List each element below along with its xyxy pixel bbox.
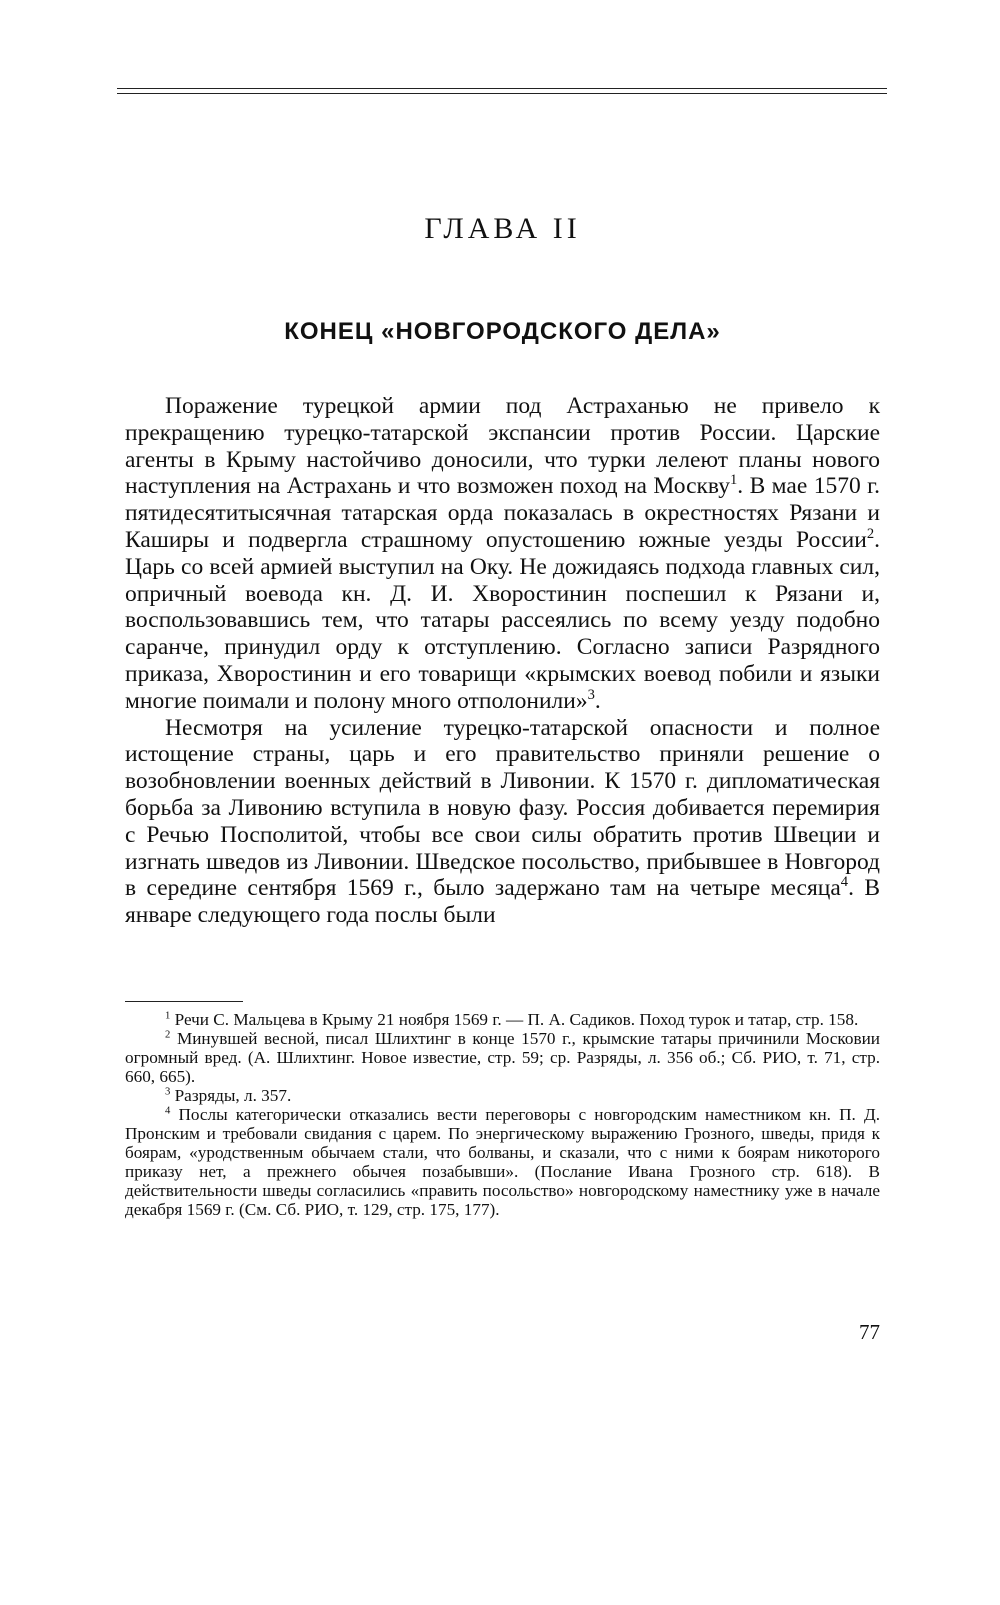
footnote — [125, 1010, 880, 1029]
paragraph — [125, 715, 880, 929]
footnote-text: Разряды, л. 357. — [170, 1086, 292, 1105]
chapter-title: КОНЕЦ «НОВГОРОДСКОГО ДЕЛА» — [284, 318, 721, 345]
footnote-marker: 3 — [165, 1086, 171, 1098]
footnote-marker: 2 — [165, 1029, 171, 1041]
text-run: . В мае 1570 г. пятидесятитысячная татарская орда показалась в окрестностях Рязани и Каширы и подвергла страшному опустошению южные уезды России — [125, 473, 880, 553]
footnote-ref: 4 — [840, 874, 849, 891]
text-run: Несмотря на усиление турецко-татарской опасности и полное истощение страны, царь и его правительство приняли решение о возобновлении военных действий в Ливонии. К 1570 г. дипломатическая борьба за Ливонию вступила в новую фазу. Россия добивается перемирия с Речью Посполитой, чтобы все свои силы обратить против Швеции и изгнать шведов из Ливонии. Шведское посольство, прибывшее в Новгород в середине сентября 1569 г., было задержано там на четыре месяца — [125, 714, 880, 902]
footnote-text: Речи С. Мальцева в Крыму 21 ноября 1569 г. — П. А. Садиков. Поход турок и татар, стр. 158. — [170, 1010, 859, 1029]
footnote-marker: 1 — [165, 1010, 171, 1022]
footnote-ref: 3 — [587, 686, 595, 703]
body-text — [125, 393, 880, 929]
footnote-text: Послы категорически отказались вести переговоры с новгородским наместником кн. П. Д. Пронским и требовали свидания с царем. По энергическому выражению Грозного, шведы, придя к боярам, «уродственным обычаем стали, что болваны, и сказали, что с ними к боярам никоторого приказу нет, а прежнего обычея позабывши». (Послание Ивана Грозного стр. 618). В действительности шведы согласились «править посольство» новгородскому наместнику уже в начале декабря 1569 г. (См. Сб. РИО, т. 129, стр. 175, 177). — [125, 1105, 880, 1219]
header-rule — [117, 88, 887, 94]
text-run: Поражение турецкой армии под Астраханью не привело к прекращению турецко-татарской экспансии против России. Царские агенты в Крыму настойчиво доносили, что турки лелеют планы нового наступления на Астрахань и что возможен поход на Москву — [125, 393, 880, 500]
text-run: . — [594, 687, 601, 714]
footnote — [125, 1105, 880, 1219]
footnote-ref: 2 — [866, 526, 875, 543]
footnote — [125, 1029, 880, 1086]
book-page — [125, 0, 880, 1605]
footnote — [125, 1086, 880, 1105]
text-run: . Царь со всей армией выступил на Оку. Не дожидаясь подхода главных сил, опричный воевода кн. Д. И. Хворостинин поспешил к Рязани и, воспользовавшись тем, что татары рассеялись по всему уезду подобно саранче, принудил орду к отступлению. Согласно записи Разрядного приказа, Хворостинин и его товарищи «крымских воевод побили и языки многие поимали и полону много отполонили» — [125, 526, 880, 714]
page-number: 77 — [859, 1320, 880, 1344]
footnote-ref: 1 — [729, 472, 738, 489]
footnote-marker: 4 — [165, 1105, 171, 1117]
footnotes — [125, 1010, 880, 1219]
paragraph — [125, 393, 880, 715]
chapter-label: ГЛАВА II — [424, 212, 581, 245]
footnote-rule — [125, 1001, 243, 1002]
footnote-text: Минувшей весной, писал Шлихтинг в конце 1570 г., крымские татары причинили Московии огромный вред. (А. Шлихтинг. Новое известие, стр. 59; ср. Разряды, л. 356 об.; Сб. РИО, т. 71, стр. 660, 665). — [125, 1029, 880, 1086]
text-run: . В январе следующего года послы были — [125, 875, 880, 929]
